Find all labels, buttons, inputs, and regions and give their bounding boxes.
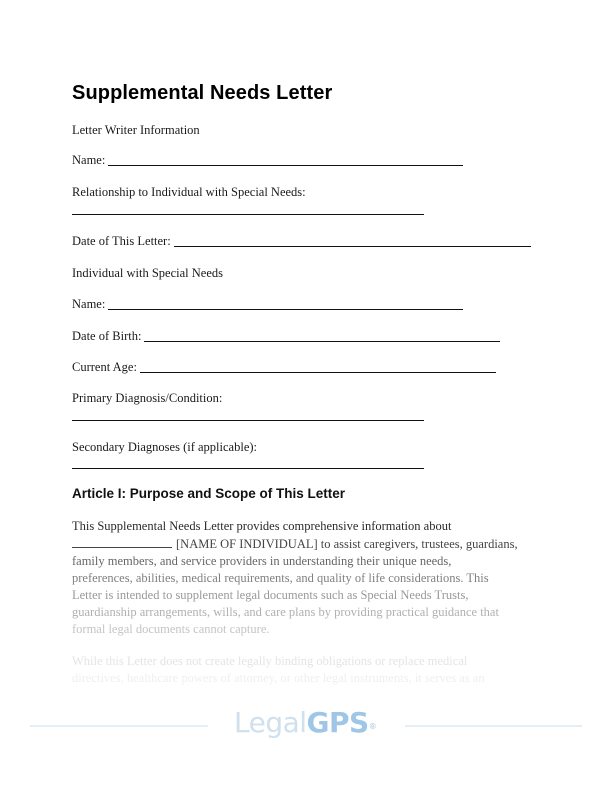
writer-section-heading: Letter Writer Information <box>72 123 200 137</box>
current-age-label: Current Age: <box>72 360 137 374</box>
writer-name-field[interactable] <box>72 153 463 167</box>
relationship-label: Relationship to Individual with Special Needs: <box>72 185 306 199</box>
secondary-diagnoses-label: Secondary Diagnoses (if applicable): <box>72 440 258 454</box>
para-text: [NAME OF INDIVIDUAL] to assist caregivers, trustees, guardians, <box>176 537 518 551</box>
article-1-para1-line: formal legal documents cannot capture. <box>72 622 270 636</box>
individual-name-label: Name: <box>72 297 106 311</box>
letter-date-label: Date of This Letter: <box>72 234 171 248</box>
current-age-field[interactable] <box>72 360 496 374</box>
dob-field[interactable] <box>72 329 500 343</box>
dob-label: Date of Birth: <box>72 329 142 343</box>
individual-name-blank[interactable] <box>108 309 463 310</box>
dob-blank[interactable] <box>144 341 500 342</box>
primary-diagnosis-blank[interactable] <box>72 420 424 421</box>
logo-text-light: Legal <box>234 706 307 739</box>
article-1-para1-line: family members, and service providers in understanding their unique needs, <box>72 554 452 568</box>
footer-rule-left <box>30 725 208 727</box>
article-1-heading: Article I: Purpose and Scope of This Letter <box>72 486 346 501</box>
article-1-para2-line: While this Letter does not create legally binding obligations or replace medical <box>72 654 468 668</box>
article-1-para1-line <box>72 537 518 551</box>
legalgps-logo <box>234 706 376 740</box>
individual-name-inline-blank[interactable] <box>72 537 172 548</box>
article-1-para1-line: guardianship arrangements, wills, and care plans by providing practical guidance that <box>72 605 499 619</box>
current-age-blank[interactable] <box>140 372 496 373</box>
writer-name-label: Name: <box>72 153 106 167</box>
article-1-para1-line: preferences, abilities, medical requirements, and quality of life considerations. This <box>72 571 489 585</box>
logo-text-bold: GPS <box>306 706 369 739</box>
individual-section-heading: Individual with Special Needs <box>72 266 224 280</box>
primary-diagnosis-label: Primary Diagnosis/Condition: <box>72 391 223 405</box>
letter-date-blank[interactable] <box>174 246 531 247</box>
writer-name-blank[interactable] <box>108 165 463 166</box>
article-1-para2-line: directives, healthcare powers of attorney, or other legal instruments, it serves as an <box>72 671 485 685</box>
letter-date-field[interactable] <box>72 234 531 248</box>
document-title: Supplemental Needs Letter <box>72 82 333 104</box>
secondary-diagnoses-blank[interactable] <box>72 468 424 469</box>
relationship-blank[interactable] <box>72 214 424 215</box>
individual-name-field[interactable] <box>72 297 463 311</box>
registered-mark-icon: ® <box>368 722 377 731</box>
article-1-para1-line: Letter is intended to supplement legal documents such as Special Needs Trusts, <box>72 588 469 602</box>
footer-rule-right <box>405 725 582 727</box>
article-1-para1-line: This Supplemental Needs Letter provides comprehensive information about <box>72 519 452 533</box>
